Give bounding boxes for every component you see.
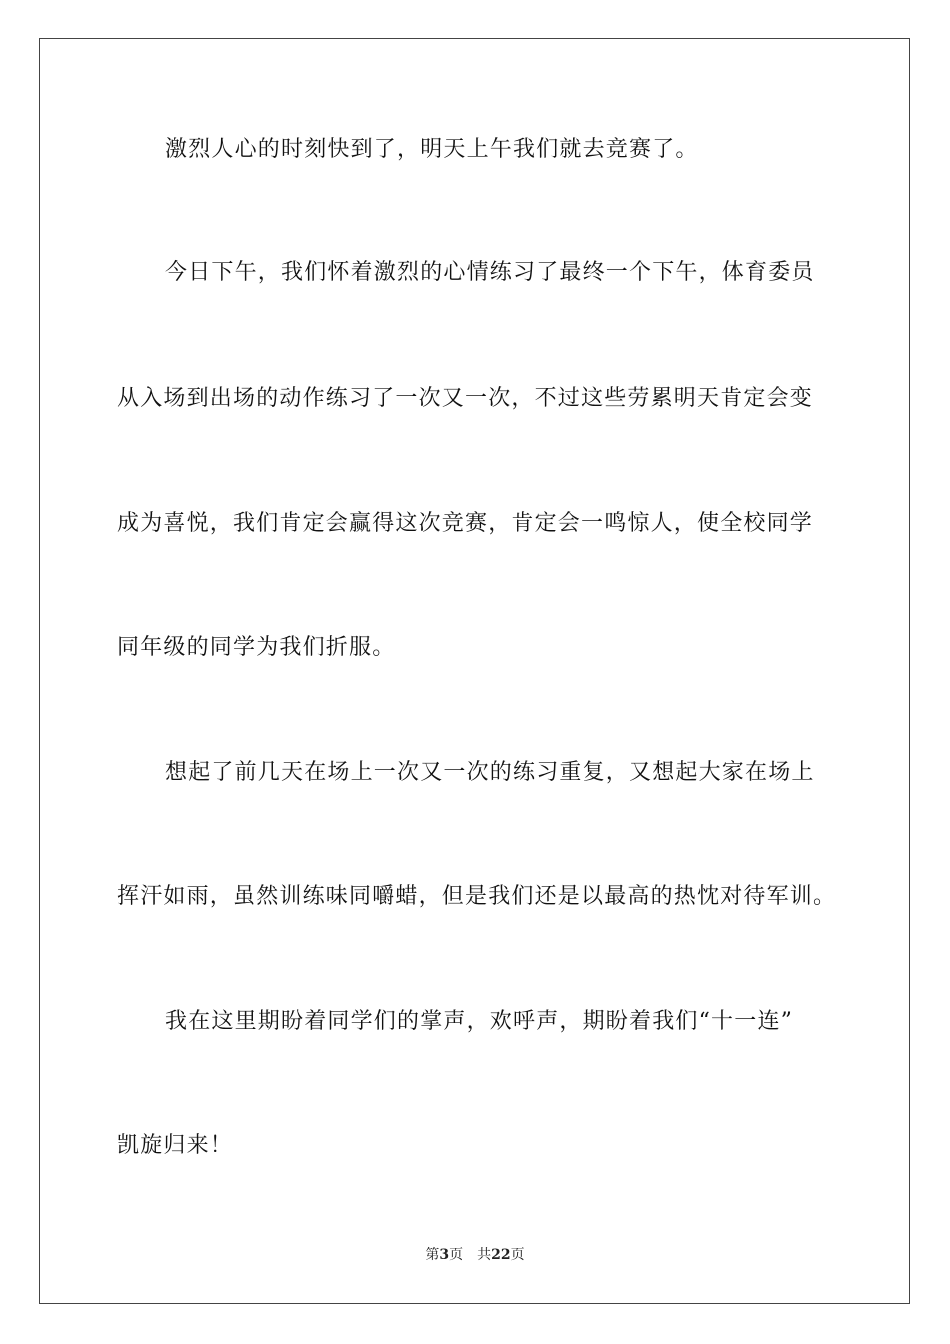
page-number: 3: [439, 1247, 450, 1263]
page-footer: [0, 1245, 950, 1265]
total-prefix: 共: [477, 1247, 492, 1263]
paragraph-3-line-1: 想起了前几天在场上一次又一次的练习重复，又想起大家在场上: [165, 760, 815, 785]
page-prefix: 第: [425, 1247, 440, 1263]
paragraph-2-line-2: 从入场到出场的动作练习了一次又一次，不过这些劳累明天肯定会变: [117, 386, 814, 411]
paragraph-4-line-1: 我在这里期盼着同学们的掌声，欢呼声，期盼着我们“十一连”: [165, 1009, 794, 1034]
paragraph-4-line-2: 凯旋归来！: [117, 1133, 234, 1158]
page-border: [39, 38, 910, 1304]
paragraph-2-line-3: 成为喜悦，我们肯定会赢得这次竞赛，肯定会一鸣惊人，使全校同学: [117, 511, 814, 536]
paragraph-2-line-1: 今日下午，我们怀着激烈的心情练习了最终一个下午，体育委员: [165, 260, 815, 285]
paragraph-1-line-1: 激烈人心的时刻快到了，明天上午我们就去竞赛了。: [165, 137, 699, 162]
total-suffix: 页: [510, 1247, 525, 1263]
paragraph-3-line-2: 挥汗如雨，虽然训练味同嚼蜡，但是我们还是以最高的热忱对待军训。: [117, 884, 837, 909]
total-pages: 22: [491, 1247, 511, 1263]
paragraph-2-line-4: 同年级的同学为我们折服。: [117, 635, 396, 660]
page-suffix: 页: [449, 1247, 464, 1263]
